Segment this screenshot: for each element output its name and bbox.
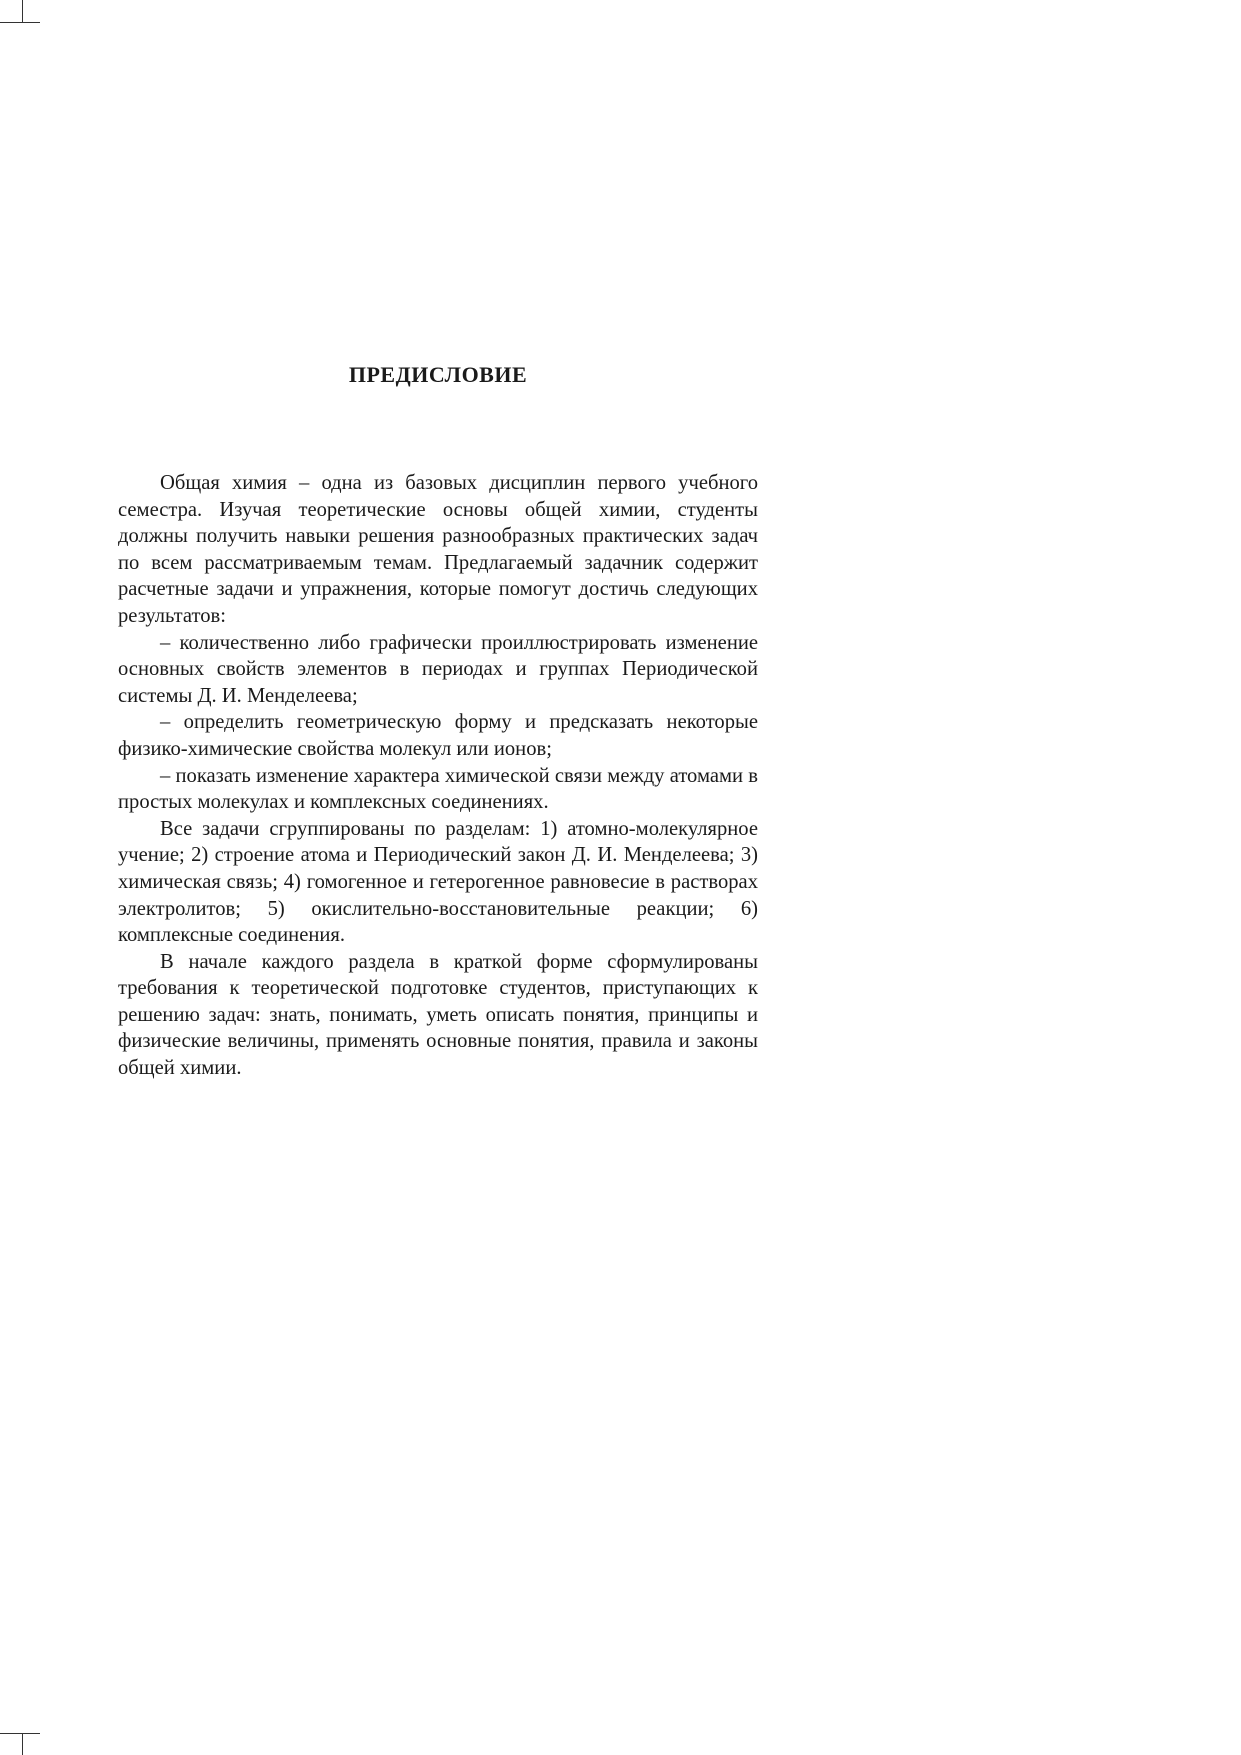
crop-mark-top-horizontal	[0, 22, 40, 23]
preface-body	[118, 470, 758, 1082]
paragraph-sections: Все задачи сгруппированы по разделам: 1) атомно-молекулярное учение; 2) строение атома и Периодический закон Д. И. Менделеева; 3) химическая связь; 4) гомогенное и гетерогенное равновесие в растворах электролитов; 5) окислительно-восстановительные реакции; 6) комплексные соединения.	[118, 817, 758, 947]
paragraph-requirements: В начале каждого раздела в краткой форме сформулированы требования к теоретической подготовке студентов, приступающих к решению задач: знать, понимать, уметь описать понятия, принципы и физические величины, применять основные понятия, правила и законы общей химии.	[118, 950, 758, 1080]
crop-mark-top-vertical	[22, 0, 23, 22]
crop-mark-bottom-horizontal	[0, 1733, 40, 1734]
crop-mark-bottom-vertical	[22, 1733, 23, 1755]
paragraph-intro: Общая химия – одна из базовых дисциплин первого учебного семестра. Изучая теоретические основы общей химии, студенты должны получить навыки решения разнообразных практических задач по всем рассматриваемым темам. Предлагаемый задачник содержит расчетные задачи и упражнения, которые помогут достичь следующих результатов:	[118, 472, 758, 627]
paragraph-item-molecular-geometry: – определить геометрическую форму и предсказать некоторые физико-химические свойства молекул или ионов;	[118, 711, 758, 760]
paragraph-item-chemical-bond: – показать изменение характера химической связи между атомами в простых молекулах и комплексных соединениях.	[118, 764, 758, 814]
paragraph-item-periodic-properties: – количественно либо графически проиллюстрировать изменение основных свойств элементов в периодах и группах Периодической системы Д. И. Менделеева;	[118, 631, 758, 707]
page-title: ПРЕДИСЛОВИЕ	[348, 362, 528, 387]
